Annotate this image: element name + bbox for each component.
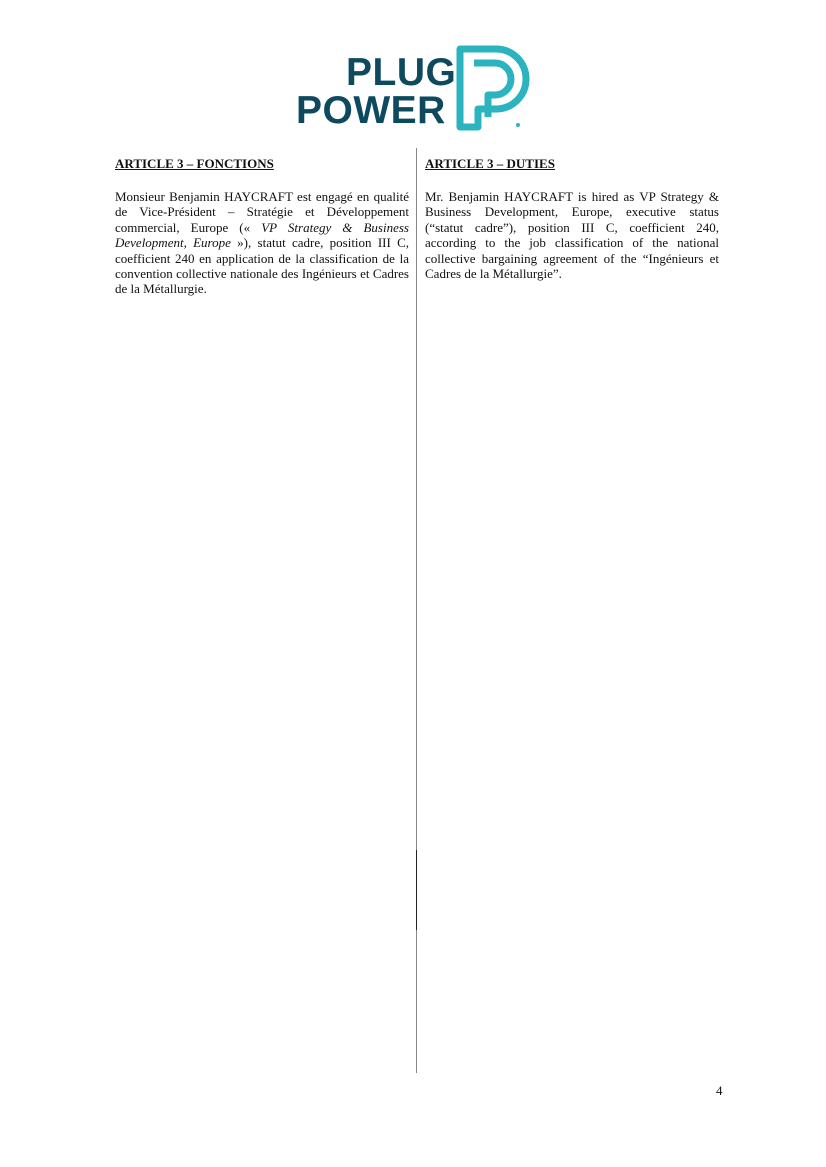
article-body-en: Mr. Benjamin HAYCRAFT is hired as VP Strategy & Business Development, Europe, executive status (“statut cadre”), position III C, coefficient 240, according to the job classification of the national collective bargaining agreement of the “Ingénieurs et Cadres de la Métallurgie”. [425,189,719,282]
article-heading-fr: ARTICLE 3 – FONCTIONS [115,156,274,171]
article-body-fr-part2: »), statut cadre, position III C, coefficient 240 en application de la classification de la convention collective nationale des Ingénieurs et Cadres de la Métallurgie. [115,235,410,297]
article-heading-en: ARTICLE 3 – DUTIES [425,156,555,171]
french-column [115,156,409,297]
logo-p-mark-icon [456,45,530,131]
article-body-fr-italic: VP Strategy & Business Development, Europe [115,219,409,251]
article-body-fr [115,189,409,297]
column-divider [416,148,417,1073]
logo-word-plug: PLUG [346,51,457,94]
column-divider-dark-segment [416,850,417,930]
english-column [425,156,719,281]
company-logo [296,45,532,133]
page-number: 4 [716,1083,723,1098]
logo-word-power: POWER [296,89,446,132]
article-body-fr-part1: Monsieur Benjamin HAYCRAFT est engagé en qualité de Vice-Président – Stratégie et Développement commercial, Europe (« [115,189,409,235]
